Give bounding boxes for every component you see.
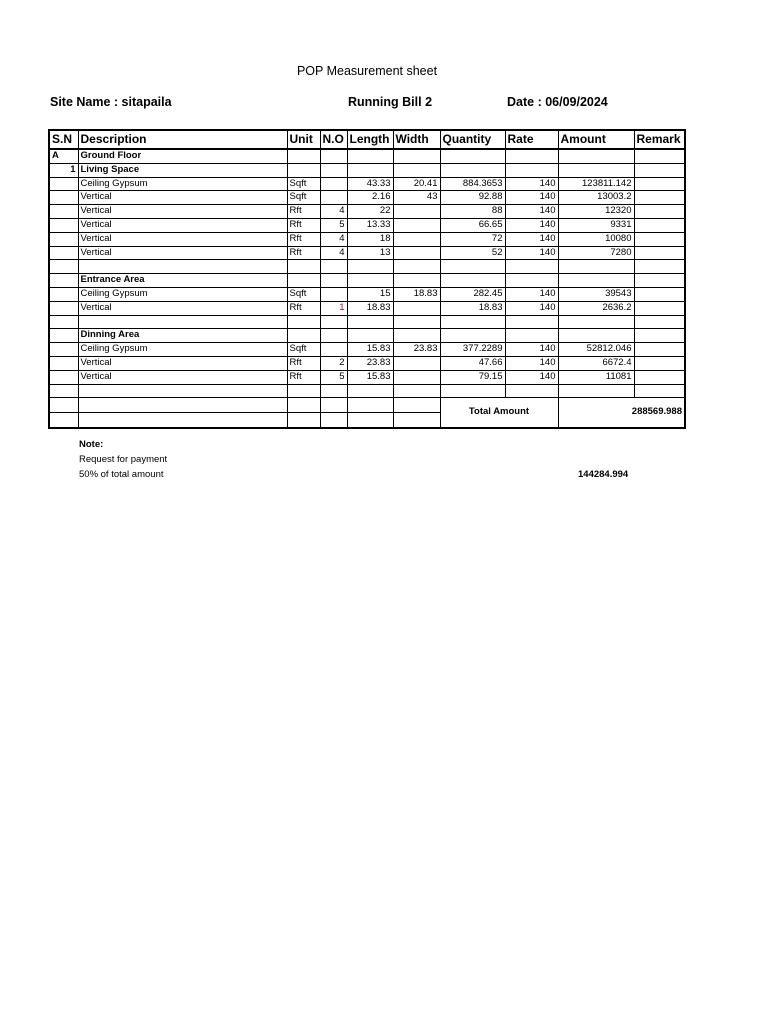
cell-no [320,315,347,329]
cell-remark [634,260,685,274]
cell-description: Vertical [78,301,287,315]
cell-remark [634,384,685,398]
cell-description: Vertical [78,191,287,205]
cell-remark [634,343,685,357]
cell-sn [49,246,78,260]
cell-no: 4 [320,246,347,260]
cell-description [78,260,287,274]
cell-quantity: 88 [440,205,505,219]
cell-unit: Rft [287,232,320,246]
cell-remark [634,315,685,329]
col-header-width: Width [393,130,440,149]
cell-width [393,370,440,384]
cell-remark [634,232,685,246]
cell-sn [49,384,78,398]
payment-request-value: 144284.994 [578,469,629,480]
cell-empty [347,398,393,413]
cell-empty [320,413,347,429]
cell-amount [558,260,634,274]
cell-width [393,163,440,177]
cell-sn [49,301,78,315]
cell-no: 5 [320,218,347,232]
cell-empty [287,413,320,429]
cell-length: 15 [347,287,393,301]
cell-length [347,274,393,288]
cell-unit [287,149,320,163]
cell-description [78,315,287,329]
cell-no: 4 [320,232,347,246]
table-row [49,274,685,288]
cell-width [393,356,440,370]
cell-description: Vertical [78,370,287,384]
cell-empty [49,413,78,429]
cell-unit: Sqft [287,191,320,205]
col-header-rate: Rate [505,130,558,149]
cell-amount: 6672.4 [558,356,634,370]
table-row [49,246,685,260]
cell-description: Vertical [78,232,287,246]
table-row [49,329,685,343]
cell-quantity [440,315,505,329]
cell-rate: 140 [505,356,558,370]
cell-amount: 52812.046 [558,343,634,357]
cell-quantity [440,329,505,343]
cell-sn [49,274,78,288]
cell-width [393,205,440,219]
cell-unit: Sqft [287,287,320,301]
cell-quantity: 66.65 [440,218,505,232]
cell-remark [634,329,685,343]
cell-length [347,384,393,398]
cell-unit [287,274,320,288]
cell-rate [505,163,558,177]
cell-quantity: 92.88 [440,191,505,205]
bill-date: Date : 06/09/2024 [507,95,608,109]
table-row [49,191,685,205]
cell-empty [393,398,440,413]
cell-sn [49,232,78,246]
cell-unit [287,163,320,177]
cell-quantity: 884.3653 [440,177,505,191]
site-name: Site Name : sitapaila [50,95,172,109]
cell-width [393,315,440,329]
cell-quantity [440,149,505,163]
cell-unit [287,384,320,398]
cell-remark [634,163,685,177]
cell-remark [634,218,685,232]
cell-rate: 140 [505,246,558,260]
cell-rate: 140 [505,287,558,301]
cell-no [320,163,347,177]
table-body [49,149,685,398]
cell-no: 5 [320,370,347,384]
cell-rate: 140 [505,205,558,219]
cell-length: 43.33 [347,177,393,191]
col-header-sn: S.N [49,130,78,149]
cell-rate [505,315,558,329]
cell-no: 2 [320,356,347,370]
cell-width [393,260,440,274]
cell-no [320,149,347,163]
cell-amount: 39543 [558,287,634,301]
cell-width [393,301,440,315]
cell-quantity: 79.15 [440,370,505,384]
cell-width: 20.41 [393,177,440,191]
cell-description: Ceiling Gypsum [78,177,287,191]
cell-unit: Rft [287,218,320,232]
note-title: Note: [79,439,104,450]
cell-sn [49,191,78,205]
cell-quantity [440,274,505,288]
cell-length: 15.83 [347,370,393,384]
cell-sn [49,205,78,219]
cell-empty [287,398,320,413]
cell-rate: 140 [505,218,558,232]
cell-sn [49,177,78,191]
cell-rate: 140 [505,301,558,315]
cell-amount: 7280 [558,246,634,260]
total-amount-label: Total Amount [440,398,558,429]
cell-length [347,329,393,343]
cell-rate [505,329,558,343]
cell-amount [558,315,634,329]
cell-remark [634,287,685,301]
cell-description: Vertical [78,218,287,232]
cell-width [393,149,440,163]
cell-amount: 13003.2 [558,191,634,205]
cell-quantity: 47.66 [440,356,505,370]
table-row [49,356,685,370]
cell-sn [49,315,78,329]
cell-sn: 1 [49,163,78,177]
cell-unit: Rft [287,301,320,315]
cell-length [347,163,393,177]
table-row [49,343,685,357]
cell-no [320,287,347,301]
note-line-2: 50% of total amount [79,469,164,480]
total-row-a [49,398,685,413]
table-row [49,232,685,246]
cell-description [78,384,287,398]
table-row [49,149,685,163]
cell-unit: Rft [287,370,320,384]
cell-rate [505,274,558,288]
cell-quantity [440,384,505,398]
cell-amount: 10080 [558,232,634,246]
cell-quantity: 377.2289 [440,343,505,357]
cell-remark [634,274,685,288]
cell-amount [558,329,634,343]
cell-rate: 140 [505,343,558,357]
cell-length: 13 [347,246,393,260]
cell-width [393,232,440,246]
cell-no [320,384,347,398]
cell-empty [320,398,347,413]
cell-quantity: 18.83 [440,301,505,315]
cell-unit: Rft [287,246,320,260]
cell-unit: Rft [287,356,320,370]
cell-rate: 140 [505,232,558,246]
note-line-1: Request for payment [79,454,168,465]
cell-width: 18.83 [393,287,440,301]
cell-description: Entrance Area [78,274,287,288]
cell-sn [49,343,78,357]
table-row [49,205,685,219]
col-header-description: Description [78,130,287,149]
cell-description: Vertical [78,356,287,370]
cell-no [320,191,347,205]
cell-rate [505,149,558,163]
total-amount-value: 288569.988 [558,398,685,429]
cell-remark [634,177,685,191]
cell-description: Vertical [78,246,287,260]
cell-no: 1 [320,301,347,315]
cell-unit [287,315,320,329]
cell-remark [634,370,685,384]
cell-amount: 9331 [558,218,634,232]
measurement-table [48,129,686,429]
cell-unit [287,260,320,274]
cell-sn: A [49,149,78,163]
cell-empty [78,413,287,429]
cell-width [393,246,440,260]
cell-amount: 123811.142 [558,177,634,191]
cell-rate [505,260,558,274]
col-header-quantity: Quantity [440,130,505,149]
cell-width [393,384,440,398]
cell-amount: 11081 [558,370,634,384]
table-row [49,177,685,191]
table-row [49,260,685,274]
cell-sn [49,356,78,370]
cell-remark [634,191,685,205]
cell-width: 43 [393,191,440,205]
cell-remark [634,205,685,219]
cell-no [320,274,347,288]
cell-quantity: 52 [440,246,505,260]
cell-width [393,329,440,343]
cell-no: 4 [320,205,347,219]
cell-sn [49,287,78,301]
cell-length: 13.33 [347,218,393,232]
cell-amount: 2636.2 [558,301,634,315]
cell-sn [49,329,78,343]
sheet-title: POP Measurement sheet [296,64,438,78]
cell-unit: Sqft [287,343,320,357]
cell-empty [78,398,287,413]
cell-length [347,315,393,329]
cell-no [320,177,347,191]
cell-amount [558,274,634,288]
cell-rate: 140 [505,370,558,384]
col-header-remark: Remark [634,130,685,149]
cell-remark [634,356,685,370]
cell-amount [558,163,634,177]
cell-width [393,274,440,288]
cell-description: Ceiling Gypsum [78,343,287,357]
cell-description: Ground Floor [78,149,287,163]
cell-sn [49,260,78,274]
cell-length: 15.83 [347,343,393,357]
table-row [49,287,685,301]
cell-length: 18 [347,232,393,246]
table-row [49,315,685,329]
cell-amount: 12320 [558,205,634,219]
cell-no [320,329,347,343]
cell-width: 23.83 [393,343,440,357]
cell-description: Living Space [78,163,287,177]
cell-sn [49,370,78,384]
cell-amount [558,149,634,163]
table-header-row [49,130,685,149]
cell-length: 23.83 [347,356,393,370]
cell-unit [287,329,320,343]
col-header-length: Length [347,130,393,149]
table-row [49,384,685,398]
cell-unit: Rft [287,205,320,219]
cell-width [393,218,440,232]
cell-no [320,343,347,357]
cell-length: 18.83 [347,301,393,315]
cell-description: Ceiling Gypsum [78,287,287,301]
cell-description: Dinning Area [78,329,287,343]
cell-sn [49,218,78,232]
cell-length [347,149,393,163]
col-header-no: N.O [320,130,347,149]
cell-rate: 140 [505,191,558,205]
cell-remark [634,149,685,163]
cell-length [347,260,393,274]
cell-length: 2.16 [347,191,393,205]
cell-rate [505,384,558,398]
cell-amount [558,384,634,398]
cell-quantity [440,260,505,274]
col-header-unit: Unit [287,130,320,149]
cell-empty [347,413,393,429]
table-row [49,163,685,177]
cell-length: 22 [347,205,393,219]
cell-quantity: 282.45 [440,287,505,301]
cell-remark [634,301,685,315]
table-row [49,301,685,315]
cell-empty [49,398,78,413]
cell-quantity [440,163,505,177]
cell-remark [634,246,685,260]
running-bill: Running Bill 2 [348,95,433,109]
col-header-amount: Amount [558,130,634,149]
table-row [49,370,685,384]
cell-no [320,260,347,274]
cell-rate: 140 [505,177,558,191]
cell-empty [393,413,440,429]
cell-description: Vertical [78,205,287,219]
table-row [49,218,685,232]
cell-quantity: 72 [440,232,505,246]
cell-unit: Sqft [287,177,320,191]
